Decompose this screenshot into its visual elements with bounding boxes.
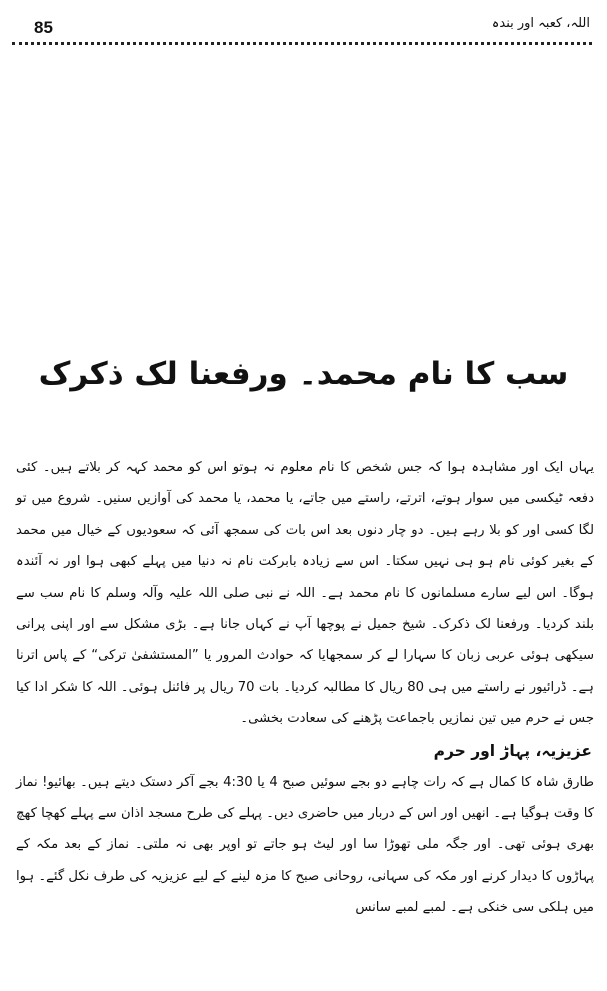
paragraph: یہاں ایک اور مشاہدہ ہوا کہ جس شخص کا نام معلوم نہ ہوتو اس کو محمد کہہ کر بلاتے ہیں۔ کئی دفعہ ٹیکسی میں سوار ہوتے، اترتے، راستے میں جاتے، یا محمد، یا محمد کی آوازیں سنیں۔ شروع میں تو لگا کسی اور کو بلا رہے ہیں۔ دو چار دنوں بعد اس بات کی سمجھ آئی کہ سعودیوں کے خیال میں محمد کے بغیر کوئی نام ہو ہی نہیں سکتا۔ اس سے زیادہ بابرکت نام نہ دنیا میں پہلے کبھی ہوا اور نہ آئندہ ہوگا۔ اس لیے سارے مسلمانوں کا نام محمد ہے۔ اللہ نے نبی صلی اللہ علیہ وآلہ وسلم کا نام سب سے بلند کردیا۔ ورفعنا لک ذکرک۔ شیخ جمیل نے پوچھا آپ نے کہاں جانا ہے۔ بڑی مشکل سے اور اپنی پرانی سیکھی ہوئی عربی زبان کا سہارا لے کر سمجھایا کہ حوادث المرور یا ”المستشفیٰ ترکی“ کے پاس اترنا ہے۔ ڈرائیور نے راستے میں ہی 80 ریال کا مطالبہ کردیا۔ بات 70 ریال پر فائنل ہوئی۔ اللہ کا شکر ادا کیا جس نے حرم میں تین نمازیں باجماعت پڑھنے کی سعادت بخشی۔ <box>16 460 594 727</box>
header-dotted-rule <box>12 42 592 45</box>
running-title: اللہ، کعبہ اور بندہ <box>491 16 590 31</box>
chapter-title: سب کا نام محمد۔ ورفعنا لک ذکرک <box>38 356 569 392</box>
paragraph: طارق شاہ کا کمال ہے کہ رات چاہے دو بجے سوئیں صبح 4 یا 4:30 بجے آکر دستک دیتے ہیں۔ بھائیو! نماز کا وقت ہوگیا ہے۔ انھیں اور اس کے دربار میں حاضری دیں۔ پہلے کی طرح مسجد اذان سے پہلے کھچا کھچ بھری ہوئی تھی۔ اور جگہ ملی تھوڑا سا اور لیٹ ہو جاتے تو اوپر بھی نہ ملتی۔ نماز کے بعد مکہ کے پہاڑوں کا دیدار کرنے اور مکہ کی سہانی، روحانی صبح کا مزہ لینے کے لیے عزیزیہ کی طرف نکل گئے۔ ہوا میں ہلکی سی خنکی ہے۔ لمبے لمبے سانس <box>16 774 594 916</box>
page-number: 85 <box>34 18 53 37</box>
page-header <box>20 14 590 44</box>
body-text <box>16 452 594 924</box>
section-subheading: عزیزیہ، پہاڑ اور حرم <box>433 741 592 760</box>
